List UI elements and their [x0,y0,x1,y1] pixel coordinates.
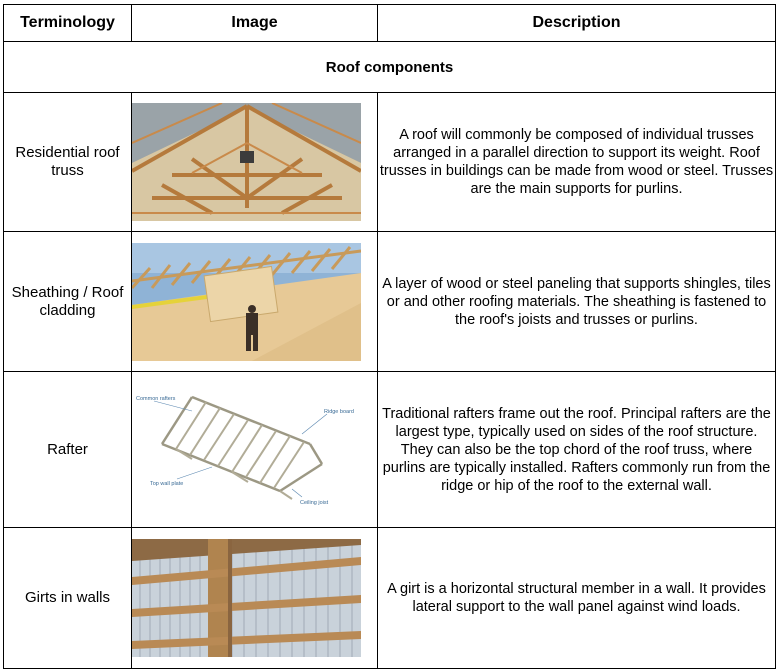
section-title: Roof components [4,42,776,93]
header-image: Image [132,5,378,42]
header-description: Description [378,5,776,42]
terminology-table [3,4,776,669]
table-row [4,528,776,669]
image-cell [132,232,378,372]
section-row [4,42,776,93]
image-cell [132,93,378,232]
diagram-label-ridge-board: Ridge board [324,408,354,415]
table-row [4,232,776,372]
header-terminology: Terminology [4,5,132,42]
image-cell [132,528,378,669]
roof-truss-photo-icon [132,103,361,221]
term-cell: Girts in walls [4,528,132,669]
term-cell: Sheathing / Roof cladding [4,232,132,372]
table-header-row [4,5,776,42]
wall-girts-photo-icon [132,539,361,657]
description-cell: Traditional rafters frame out the roof. Principal rafters are the largest type, typically used on sides of the roof structure. They can also be the top chord of the roof truss, where purlins are typically installed. Rafters commonly run from the ridge or hip of the roof to the external wall. [378,372,776,528]
roof-sheathing-photo-icon [132,243,361,361]
term-cell: Rafter [4,372,132,528]
table-row [4,372,776,528]
table-row [4,93,776,232]
rafter-diagram-icon [132,389,361,511]
diagram-label-common-rafters: Common rafters [136,395,176,402]
description-cell: A girt is a horizontal structural member in a wall. It provides lateral support to the wall panel against wind loads. [378,528,776,669]
diagram-label-ceiling-joist: Ceiling joist [300,499,329,506]
diagram-label-top-wall-plate: Top wall plate [150,480,184,487]
image-cell [132,372,378,528]
term-cell: Residential roof truss [4,93,132,232]
description-cell: A layer of wood or steel paneling that supports shingles, tiles or and other roofing materials. The sheathing is fastened to the roof's joists and trusses or purlins. [378,232,776,372]
description-cell: A roof will commonly be composed of individual trusses arranged in a parallel direction to support its weight. Roof trusses in buildings can be made from wood or steel. Trusses are the main supports for purlins. [378,93,776,232]
